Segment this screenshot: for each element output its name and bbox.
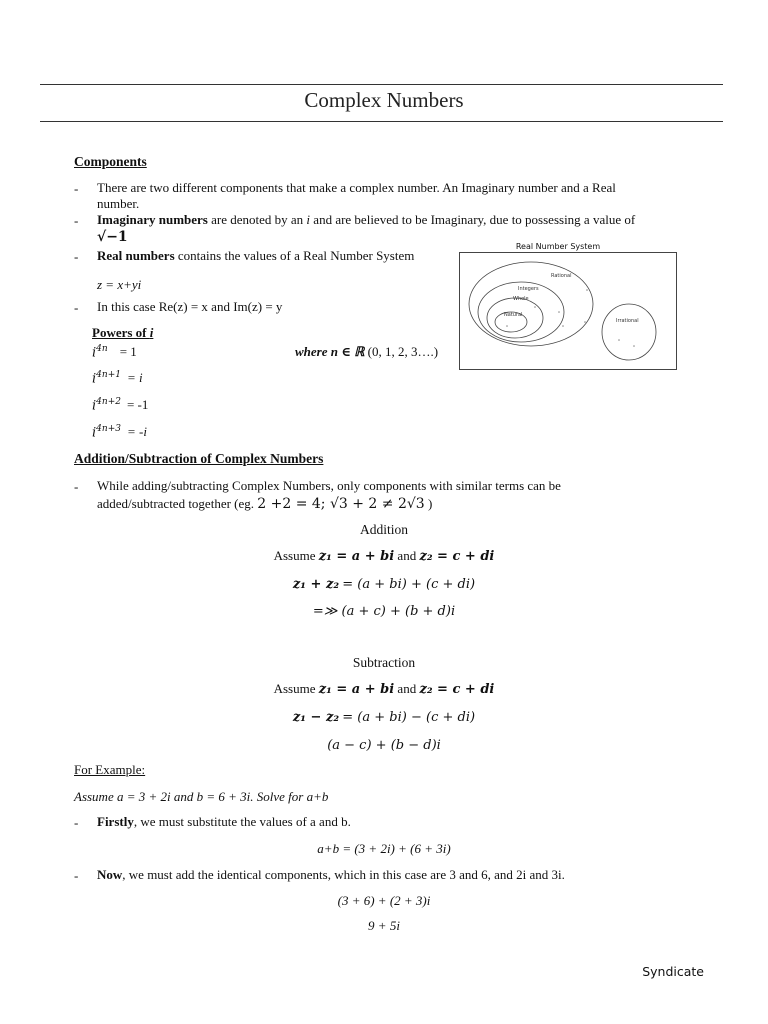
- components-bullet-3: [97, 248, 414, 264]
- page-title: Complex Numbers: [304, 88, 464, 112]
- power-value: = 1: [119, 344, 137, 360]
- step-1-text: , we must substitute the values of a and b.: [133, 814, 351, 829]
- bullet-dash: -: [74, 868, 79, 883]
- components-bullet-4: In this case Re(z) = x and Im(z) = y: [97, 299, 283, 314]
- subtraction-label: Subtraction: [352, 655, 416, 670]
- z2-definition: z₂ = c + di: [419, 549, 495, 564]
- step-2-equation: (3 + 6) + (2 + 3)i: [337, 893, 431, 908]
- power-row: $i^{4n+1} = i$: [92, 370, 143, 387]
- addition-label: Addition: [359, 522, 408, 537]
- addsub-heading: Addition/Subtraction of Complex Numbers: [74, 451, 324, 466]
- real-number-diagram: [459, 252, 677, 370]
- power-value: = -i: [126, 424, 147, 440]
- bullet-dash: -: [74, 815, 79, 830]
- step-2-bold: Now: [97, 867, 123, 882]
- diagram-label-natural: Natural: [504, 312, 523, 318]
- example-heading: For Example:: [74, 762, 146, 777]
- and-word: and: [397, 681, 417, 696]
- diff-result-text: (a − c) + (b − d)i: [327, 738, 441, 753]
- diff-rhs: = (a + bi) − (c + di): [342, 710, 476, 725]
- diff-lhs: z₁ − z₂: [292, 710, 340, 725]
- footer-brand: Syndicate: [642, 964, 704, 979]
- sum-equation: [0, 576, 768, 592]
- power-row: $i^{4n+2} = -1$: [92, 397, 149, 414]
- power-exponent: 4n+2: [96, 397, 121, 407]
- power-value: = -1: [126, 397, 149, 413]
- example-step-2: [97, 867, 565, 883]
- power-exponent: 4n: [96, 344, 108, 354]
- components-heading: Components: [74, 154, 147, 169]
- sum-result-text: =≫ (a + c) + (b + d)i: [312, 604, 456, 619]
- addsub-bullet-line1: While adding/subtracting Complex Numbers, only components with similar terms can be: [97, 478, 561, 493]
- where-values: (0, 1, 2, 3….): [367, 344, 439, 359]
- power-exponent: 4n+3: [96, 424, 121, 434]
- where-clause: [295, 344, 438, 360]
- powers-heading-text: Powers of: [92, 325, 150, 340]
- step-2-text: , we must add the identical components, which in this case are 3 and 6, and 2i and 3i.: [122, 867, 565, 882]
- subtraction-assume: [0, 681, 768, 697]
- bullet-2-text-a: are denoted by an: [207, 212, 307, 227]
- diagram-label-rational: Rational: [551, 273, 572, 279]
- top-rule: [40, 84, 723, 85]
- power-row: $i^{4n} = 1$: [92, 344, 137, 361]
- power-exponent: 4n+1: [96, 370, 121, 380]
- example-step-1: [97, 814, 351, 830]
- and-word: and: [397, 548, 417, 563]
- components-bullet-2: [97, 212, 697, 228]
- sqrt-neg-one: √−1: [97, 229, 128, 245]
- assume-word: Assume: [273, 681, 316, 696]
- where-label: where n ∈ ℝ: [295, 344, 365, 359]
- power-row: $i^{4n+3} = -i$: [92, 424, 147, 441]
- bullet-dash: -: [74, 300, 79, 315]
- title-underline: [40, 121, 723, 122]
- diagram-label-irrational: Irrational: [616, 318, 639, 324]
- bullet-dash: -: [74, 181, 79, 196]
- diagram-label-integers: Integers: [518, 286, 539, 292]
- step-1-equation: a+b = (3 + 2i) + (6 + 3i): [317, 841, 451, 856]
- addition-assume: [0, 548, 768, 564]
- bullet-2-i: i: [306, 212, 311, 227]
- diff-result: [0, 737, 768, 753]
- addsub-bullet-text: added/subtracted together (eg.: [97, 496, 255, 511]
- bullet-3-text: contains the values of a Real Number System: [174, 248, 415, 263]
- z1-definition: z₁ = a + bi: [318, 549, 395, 564]
- assume-word: Assume: [273, 548, 316, 563]
- bullet-dash: -: [74, 479, 79, 494]
- example-answer: 9 + 5i: [368, 918, 400, 933]
- diagram-title: Real Number System: [515, 242, 601, 251]
- z-form: z = x+yi: [97, 277, 142, 292]
- step-1-bold: Firstly: [97, 814, 134, 829]
- addsub-bullet-line2: [97, 496, 432, 512]
- bullet-dash: -: [74, 249, 79, 264]
- addsub-example-math: 2 +2 = 4; √3 + 2 ≠ 2√3: [257, 496, 425, 512]
- components-bullet-1: There are two different components that make a complex number. An Imaginary number and a Real number.: [97, 180, 616, 211]
- sum-lhs: z₁ + z₂: [292, 577, 340, 592]
- z1-definition: z₁ = a + bi: [318, 682, 395, 697]
- sum-result: [0, 603, 768, 619]
- bullet-3-bold: Real numbers: [97, 248, 175, 263]
- diff-equation: [0, 709, 768, 725]
- powers-heading: [92, 325, 153, 341]
- z2-definition: z₂ = c + di: [419, 682, 495, 697]
- sum-rhs: = (a + bi) + (c + di): [342, 577, 476, 592]
- bullet-dash: -: [74, 213, 79, 228]
- bullet-2-text-b: and are believed to be Imaginary, due to possessing a value of: [310, 212, 636, 227]
- powers-heading-i: i: [149, 325, 154, 340]
- bullet-2-bold: Imaginary numbers: [97, 212, 208, 227]
- power-value: = i: [126, 370, 143, 386]
- example-problem: Assume a = 3 + 2i and b = 6 + 3i. Solve for a+b: [74, 789, 329, 804]
- diagram-label-whole: Whole: [513, 296, 529, 302]
- addsub-example-close: ): [427, 496, 433, 511]
